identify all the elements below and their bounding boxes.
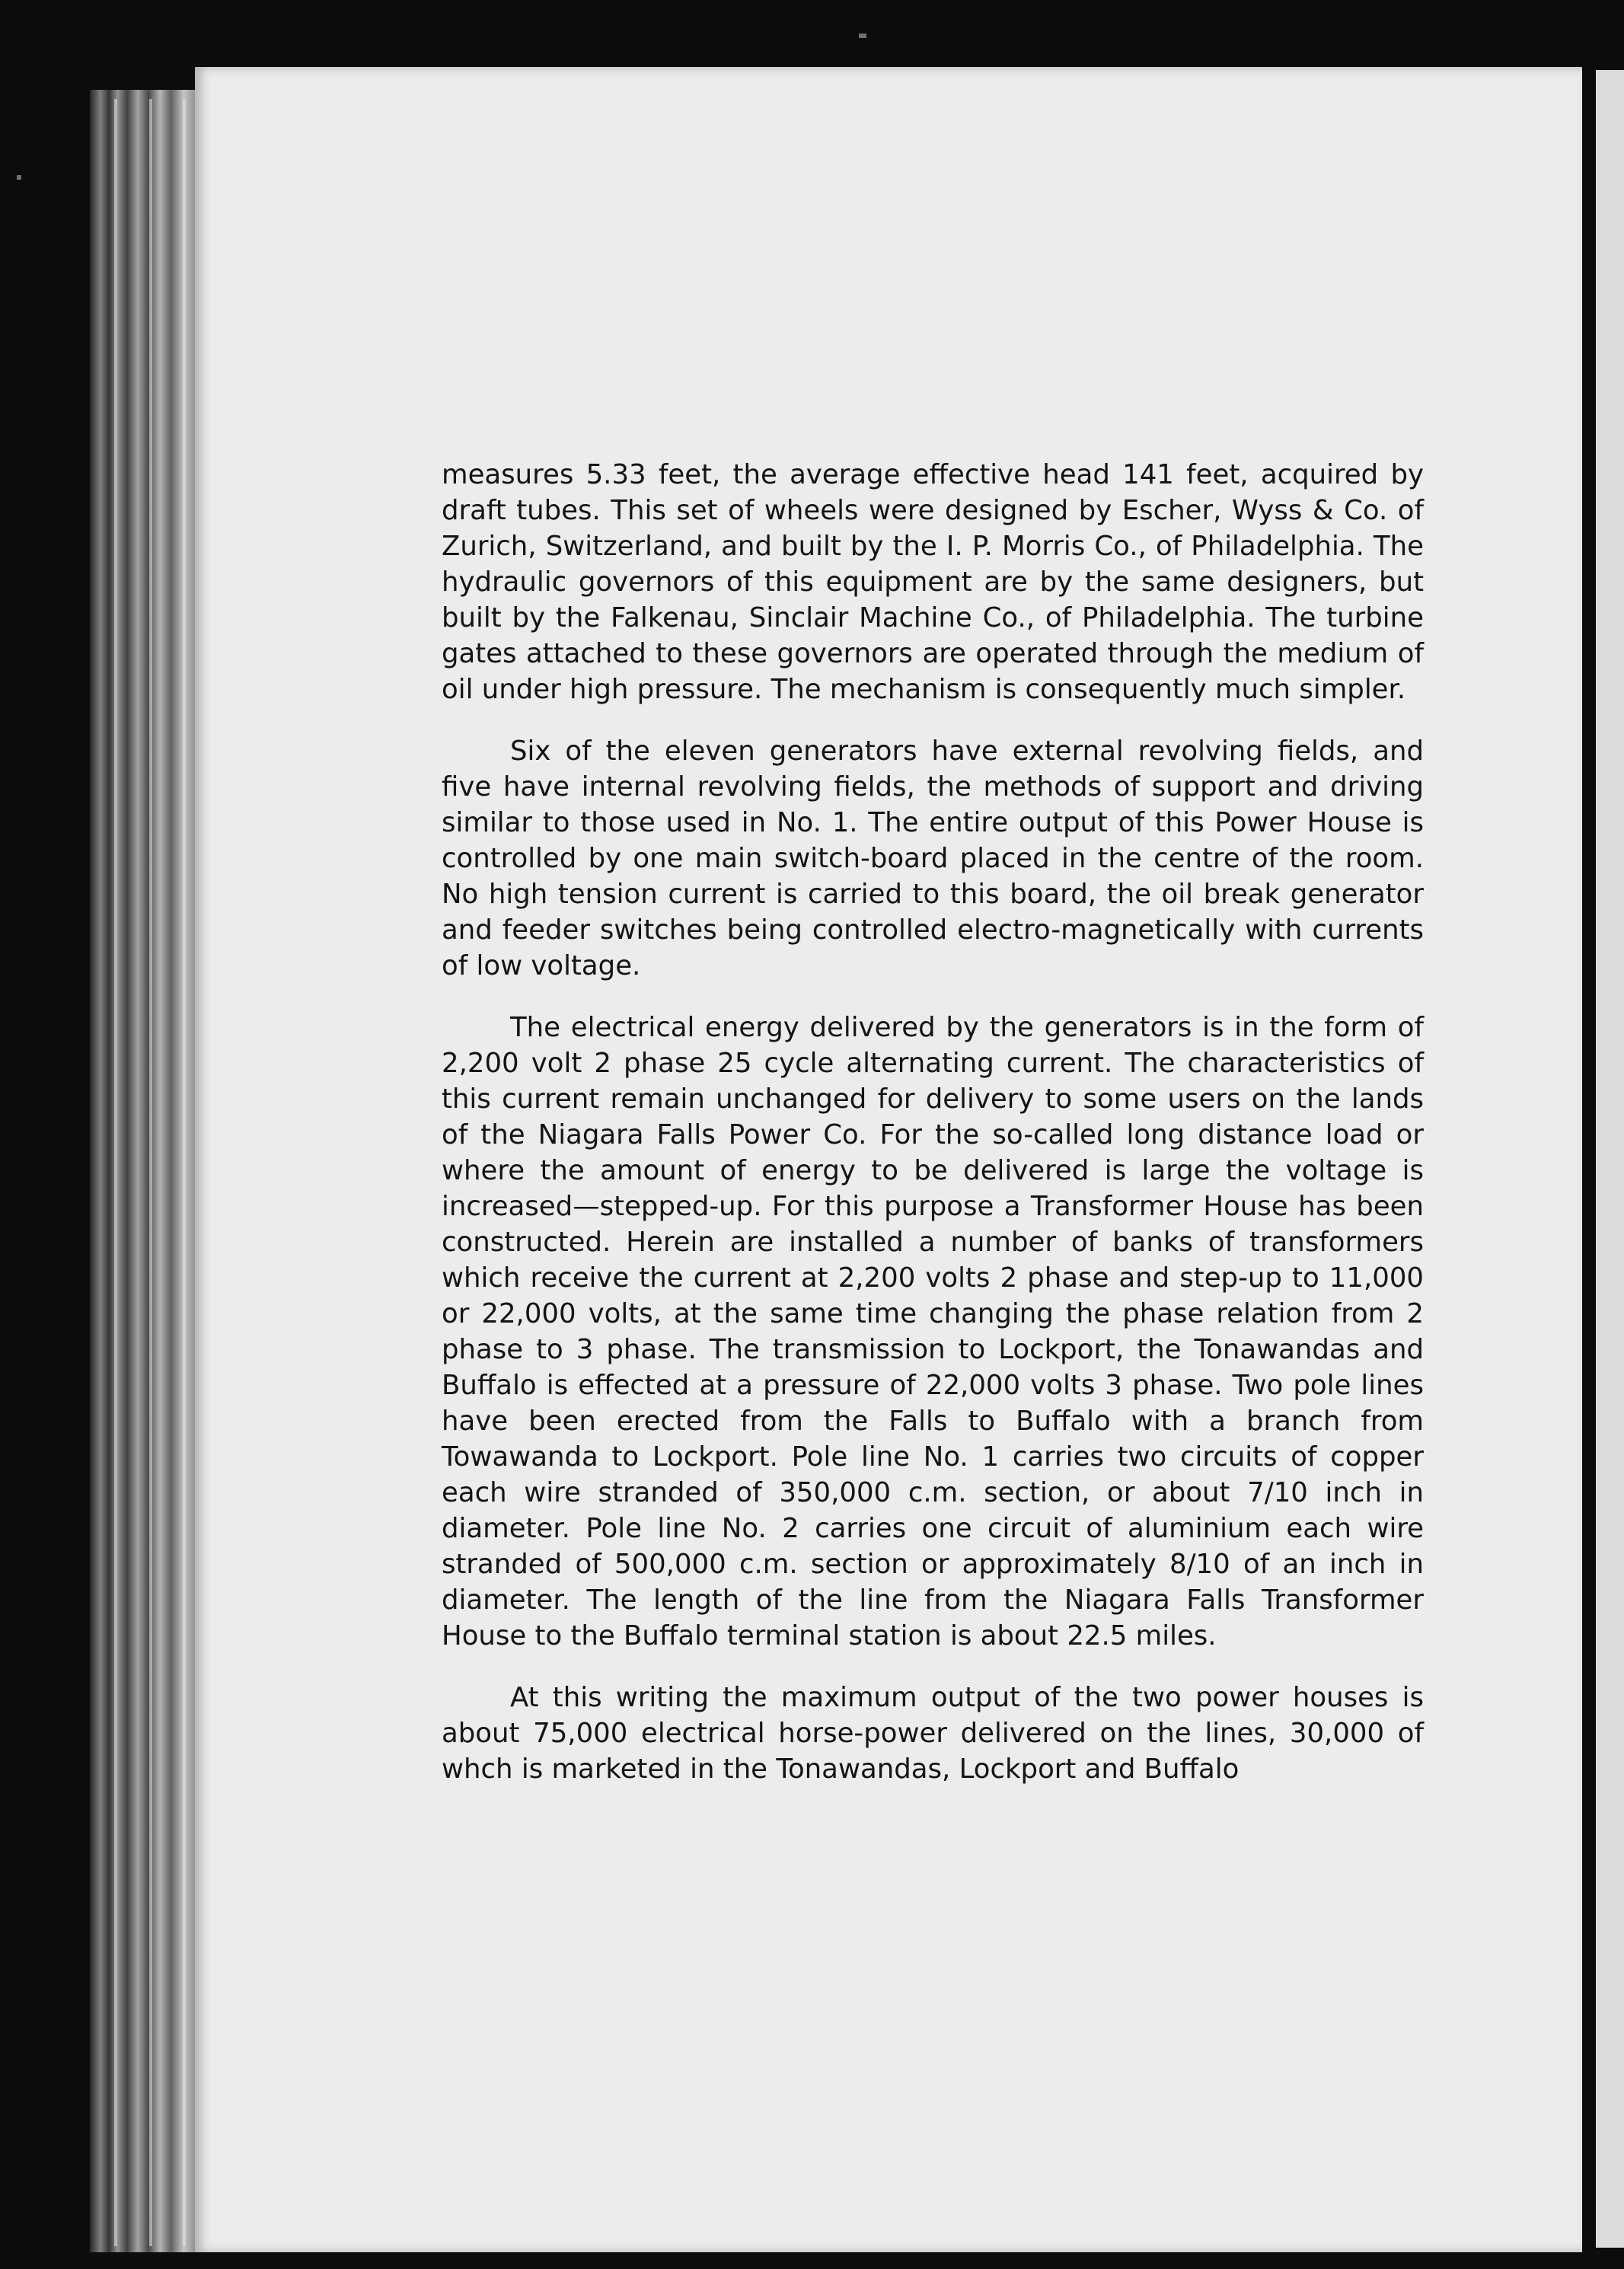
facing-page-edge: [1596, 70, 1624, 2248]
paragraph-3: The electrical energy delivered by the generators is in the form of 2,200 volt 2 phase 25 cycle alternating current. The characteristics of this current remain unchanged for delivery to some users on the lands of the Niagara Falls Power Co. For the so-called long distance load or where the amount of energy to be delivered is large the voltage is increased—stepped-up. For this purpose a Transformer House has been constructed. Herein are installed a number of banks of transformers which receive the current at 2,200 volts 2 phase and step-up to 11,000 or 22,000 volts, at the same time changing the phase relation from 2 phase to 3 phase. The transmission to Lockport, the Tonawandas and Buffalo is effected at a pressure of 22,000 volts 3 phase. Two pole lines have been erected from the Falls to Buffalo with a branch from Towawanda to Lockport. Pole line No. 1 carries two circuits of copper each wire stranded of 350,000 c.m. section, or about 7/10 inch in diameter. Pole line No. 2 carries one circuit of aluminium each wire stranded of 500,000 c.m. section or approximately 8/10 of an inch in diameter. The length of the line from the Niagara Falls Transformer House to the Buffalo terminal station is about 22.5 miles.: [442, 1012, 1424, 1651]
page-text: [442, 457, 1424, 1787]
binding-edge: [149, 99, 152, 2246]
binding-edge: [183, 99, 186, 2246]
binding-edge: [114, 99, 117, 2246]
book-spine: [90, 90, 196, 2252]
scan-speck: [859, 34, 866, 38]
paragraph-1: measures 5.33 feet, the average effective head 141 feet, acquired by draft tubes. This set of wheels were designed by Escher, Wyss & Co. of Zurich, Switzerland, and built by the I. P. Morris Co., of Philadelphia. The hydraulic governors of this equipment are by the same designers, but built by the Falkenau, Sinclair Machine Co., of Philadelphia. The turbine gates attached to these governors are operated through the medium of oil under high pressure. The mechanism is consequently much simpler.: [442, 459, 1424, 705]
paragraph-4: At this writing the maximum output of the two power houses is about 75,000 electrical horse-power delivered on the lines, 30,000 of whch is marketed in the Tonawandas, Lockport and Buffalo: [442, 1682, 1424, 1785]
paragraph-2: Six of the eleven generators have external revolving fields, and five have internal revolving fields, the methods of support and driving similar to those used in No. 1. The entire output of this Power House is controlled by one main switch-board placed in the centre of the room. No high tension current is carried to this board, the oil break generator and feeder switches being controlled electro-magnetically with currents of low voltage.: [442, 736, 1424, 981]
scan-speck: [17, 175, 21, 180]
